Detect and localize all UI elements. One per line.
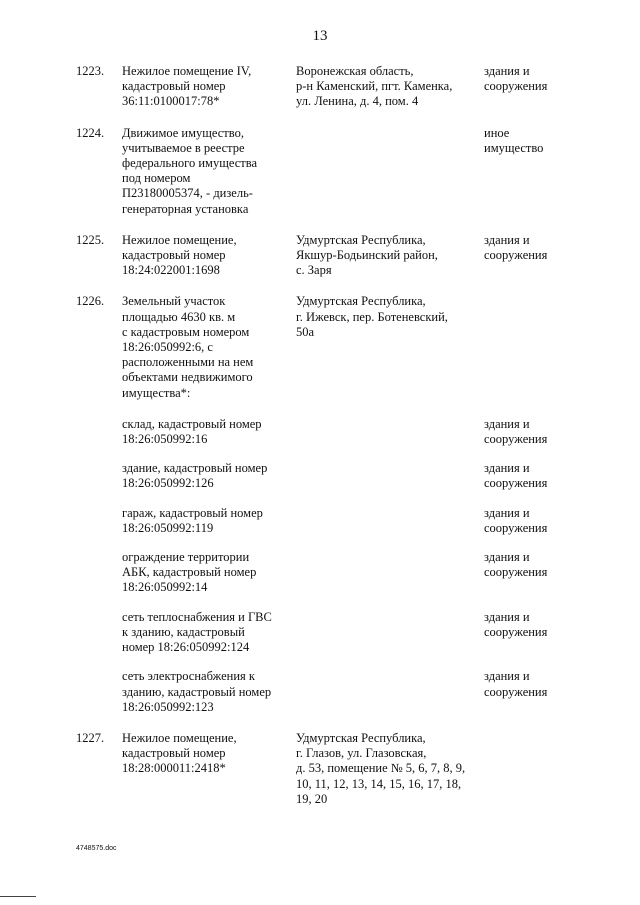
sub-item — [0, 506, 640, 536]
item-category: иное имущество — [484, 125, 544, 155]
sub-item — [0, 417, 640, 447]
item-name: Нежилое помещение, кадастровый номер 18:24:022001:1698 — [122, 232, 237, 278]
list-item — [0, 64, 640, 110]
sub-item — [0, 669, 640, 715]
sub-item — [0, 550, 640, 596]
page-number: 13 — [312, 28, 328, 44]
item-name: Нежилое помещение, кадастровый номер 18:28:000011:2418* — [122, 730, 237, 776]
sub-item-category: здания и сооружения — [484, 461, 548, 491]
item-address: Удмуртская Республика, г. Ижевск, пер. Ботеневский, 50а — [296, 294, 448, 339]
item-address: Удмуртская Республика, Якшур-Бодьинский район, с. Заря — [296, 232, 438, 278]
item-address: Воронежская область, р-н Каменский, пгт. Каменка, ул. Ленина, д. 4, пом. 4 — [296, 64, 453, 109]
item-number: 1223. — [76, 64, 105, 78]
item-name: Земельный участок площадью 4630 кв. м с кадастровым номером 18:26:050992:6, с расположенными на нем объектами недвижимого имущества*: — [122, 294, 254, 400]
sub-item-category: здания и сооружения — [484, 416, 548, 447]
property-list — [0, 64, 640, 806]
item-number: 1225. — [76, 232, 105, 247]
item-name: Нежилое помещение IV, кадастровый номер 36:11:0100017:78* — [122, 64, 252, 109]
sub-item-name: сеть теплоснабжения и ГВС к зданию, кадастровый номер 18:26:050992:124 — [122, 609, 272, 655]
page-edge-mark — [0, 896, 36, 897]
list-item — [0, 294, 640, 400]
sub-item — [0, 461, 640, 491]
item-category: здания и сооружения — [484, 64, 548, 94]
item-address: Удмуртская Республика, г. Глазов, ул. Глазовская, д. 53, помещение № 5, 6, 7, 8, 9, 10, 11, 12, 13, 14, 15, 16, 17, 18, 19, 20 — [296, 730, 466, 806]
item-number: 1226. — [76, 294, 105, 309]
sub-item-name: склад, кадастровый номер 18:26:050992:16 — [122, 416, 262, 447]
sub-item-name: здание, кадастровый номер 18:26:050992:126 — [122, 461, 268, 491]
sub-item-name: сеть электроснабжения к зданию, кадастровый номер 18:26:050992:123 — [122, 669, 272, 714]
item-name: Движимое имущество, учитываемое в реестре федерального имущества под номером П23180005374, - дизель- генераторная установка — [122, 125, 257, 216]
list-item — [0, 730, 640, 806]
document-filename: 4748575.doc — [76, 845, 117, 852]
sub-item-category: здания и сооружения — [484, 609, 548, 639]
sub-item-category: здания и сооружения — [484, 505, 548, 535]
sub-item-category: здания и сооружения — [484, 550, 548, 580]
sub-item-name: ограждение территории АБК, кадастровый номер 18:26:050992:14 — [122, 550, 257, 595]
item-category: здания и сооружения — [484, 232, 548, 263]
sub-item-category: здания и сооружения — [484, 669, 548, 699]
item-number: 1227. — [76, 730, 105, 745]
list-item — [0, 126, 640, 217]
item-number: 1224. — [76, 125, 105, 140]
sub-item-name: гараж, кадастровый номер 18:26:050992:119 — [122, 505, 263, 535]
sub-item — [0, 610, 640, 656]
list-item — [0, 233, 640, 279]
